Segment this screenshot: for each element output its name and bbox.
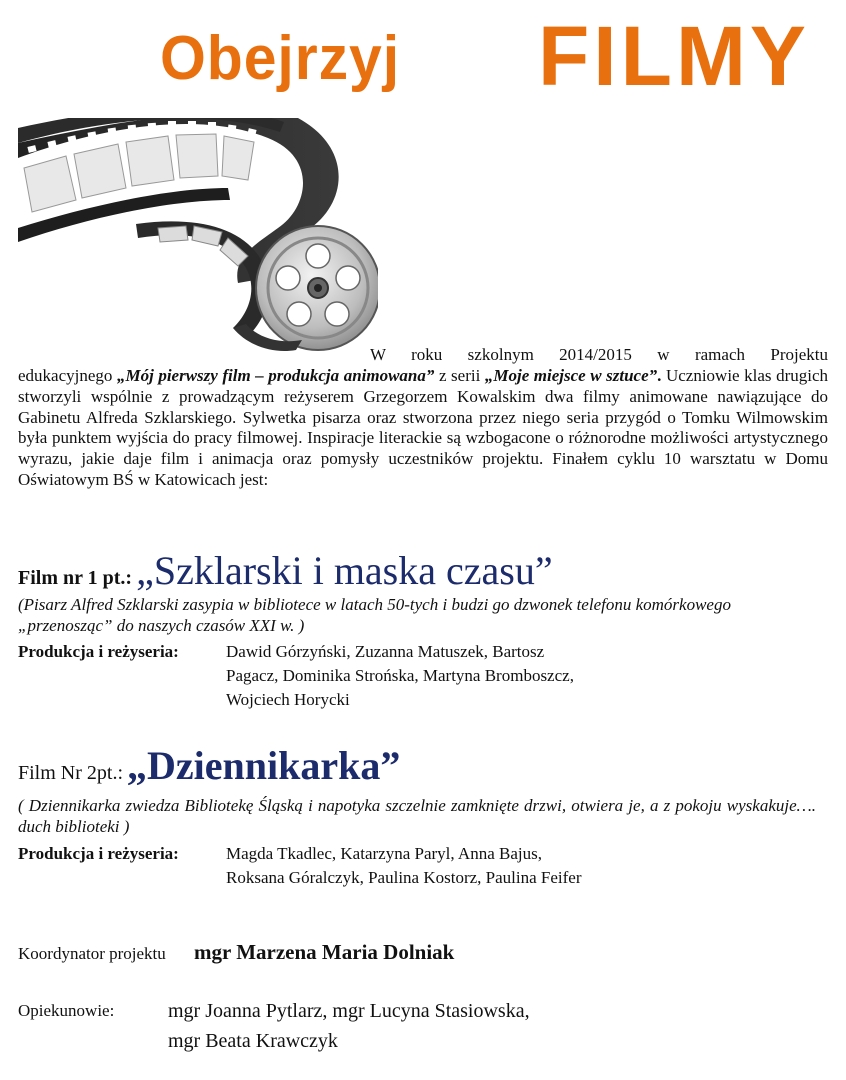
film1-credits-line3: Wojciech Horycki	[226, 690, 350, 709]
film1-credits-line2: Pagacz, Dominika Strońska, Martyna Bromboszcz,	[226, 666, 574, 685]
guardians-block	[18, 996, 688, 1056]
film1-credits-label: Produkcja i reżyseria:	[18, 642, 179, 661]
coordinator-name: mgr Marzena Maria Dolniak	[194, 940, 455, 964]
project-name: „Mój pierwszy film – produkcja animowana”	[116, 366, 435, 385]
film1-label: Film nr 1 pt.:	[18, 567, 133, 589]
film2-description: ( Dziennikarka zwiedza Bibliotekę Śląską i napotyka szczelnie zamknięte drzwi, otwiera je, a z pokoju wyskakuje…. duch biblioteki )	[18, 796, 816, 836]
coordinator-label: Koordynator projektu	[18, 944, 166, 963]
film2-credits	[18, 842, 666, 890]
guardians-line2: mgr Beata Krawczyk	[168, 1030, 338, 1052]
film2-credits-line1: Magda Tkadlec, Katarzyna Paryl, Anna Bajus,	[226, 844, 542, 863]
film1-title: „Szklarski i maska czasu”	[136, 548, 553, 593]
film2-credits-names	[226, 842, 666, 890]
film2-title: „Dziennikarka”	[127, 743, 401, 788]
film1-credits-line1: Dawid Górzyński, Zuzanna Matuszek, Bartosz	[226, 642, 545, 661]
intro-middle: z serii	[434, 366, 485, 385]
intro-paragraph	[18, 366, 828, 491]
guardians-names	[168, 996, 688, 1056]
film2-credits-line2: Roksana Góralczyk, Paulina Kostorz, Paulina Feifer	[226, 868, 582, 887]
film1-description: (Pisarz Alfred Szklarski zasypia w bibliotece w latach 50-tych i budzi go dzwonek telefonu komórkowego „przenosząc” do naszych czasów XXI w. )	[18, 595, 731, 635]
intro-body-text: Uczniowie klas drugich stworzyli wspólnie z prowadzącym reżyserem Grzegorzem Kowalskim dwa filmy animowane nawiązujące do Gabinetu Alfreda Szklarskiego. Sylwetka pisarza oraz stworzona przez niego seria przygód o Tomku Wilmowskim była punktem wyjścia do pracy filmowej. Inspiracje literackie są wzbogacone o różnorodne możliwości artystycznego wyrazu, jakie daje film i animacja oraz pomysły uczestników projektu. Finałem cyklu 10 warsztatu w Domu Oświatowym BŚ w Katowicach jest:	[18, 366, 828, 489]
guardians-line1: mgr Joanna Pytlarz, mgr Lucyna Stasiowska,	[168, 1000, 530, 1022]
film2-heading	[18, 742, 400, 789]
film-reel-icon	[18, 118, 378, 366]
coordinator-line	[18, 940, 454, 965]
film1-credits	[18, 640, 666, 712]
title-obejrzyj: Obejrzyj	[160, 24, 401, 93]
film2-label: Film Nr 2pt.:	[18, 762, 124, 784]
intro-first-line: W roku szkolnym 2014/2015 w ramach Projektu	[370, 345, 828, 364]
guardians-label: Opiekunowie:	[18, 1001, 115, 1020]
film2-credits-label: Produkcja i reżyseria:	[18, 844, 179, 863]
film1-heading	[18, 547, 553, 594]
title-filmy: FILMY	[538, 9, 810, 103]
film1-credits-names	[226, 640, 666, 712]
series-name: „Moje miejsce w sztuce”	[484, 366, 658, 385]
intro-prefix: edukacyjnego	[18, 366, 117, 385]
intro-period: .	[657, 366, 662, 385]
